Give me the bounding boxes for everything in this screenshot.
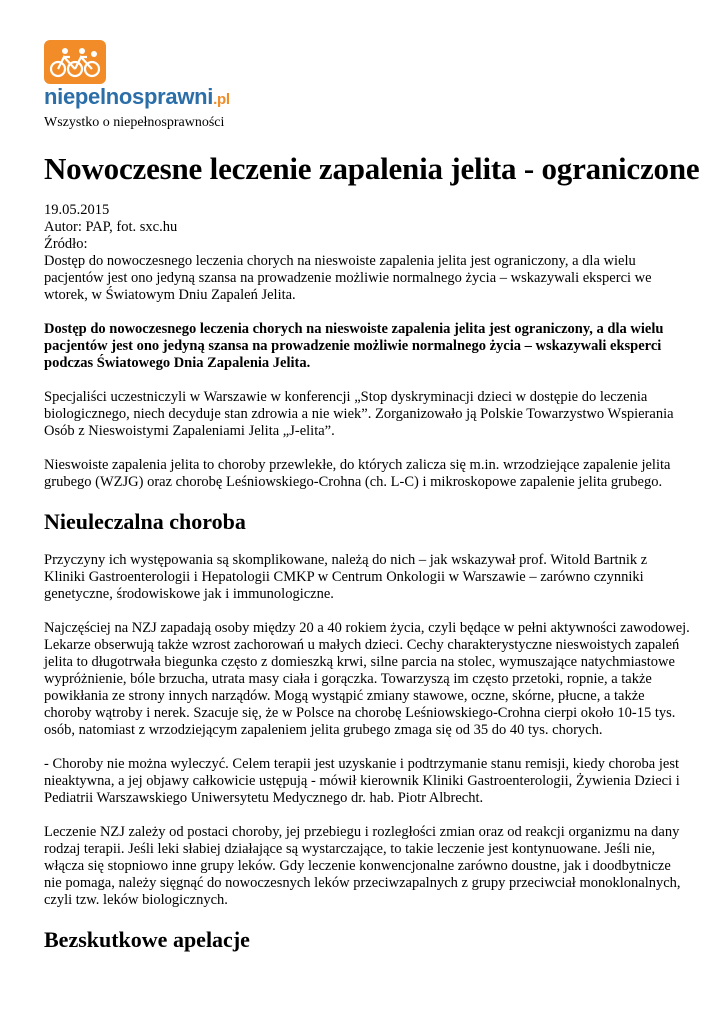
logo-name: niepelnosprawni [44,84,214,109]
article-lead: Dostęp do nowoczesnego leczenia chorych na nieswoiste zapalenia jelita jest ograniczony, a dla wielu pacjentów jest ono jedyną szansa na prowadzenie możliwie normalnego życia – wskazywali eksperci we wtorek, w Światowym Dniu Zapaleń Jelita. [44,253,652,303]
article-source: Źródło: [44,236,88,252]
paragraph: Specjaliści uczestniczyli w Warszawie w konferencji „Stop dyskryminacji dzieci w dostępie do leczenia biologicznego, niech decyduje stan zdrowia a nie wiek”. Zorganizowało ją Polskie Towarzystwo Wspierania Osób z Nieswoistymi Zapaleniami Jelita „J-elita”. [44,389,674,439]
article-title: Nowoczesne leczenie zapalenia jelita - ograniczone [44,151,700,186]
article-date: 19.05.2015 [44,202,110,218]
paragraph: Leczenie NZJ zależy od postaci choroby, jej przebiegu i rozległości zmian oraz od reakcji organizmu na dany rodzaj terapii. Jeśli leki słabiej działające są wystarczające, to takie leczenie jest kontynuowane. Jeśli nie, włącza się stopniowo inne grupy leków. Gdy leczenie konwencjonalne zarówno doustne, jak i doodbytnicze nie pomaga, należy sięgnąć do nowoczesnych leków przeciwzapalnych z grupy przeciwciał monoklonalnych, czyli tzw. leków biologicznych. [44,824,681,908]
section-heading: Nieuleczalna choroba [44,509,246,534]
article-bold-intro: Dostęp do nowoczesnego leczenia chorych na nieswoiste zapalenia jelita jest ograniczony, a dla wielu pacjentów jest ono jedyną szansa na prowadzenie możliwie normalnego życia – wskazywali eksperci podczas Światowego Dnia Zapalenia Jelita. [44,321,664,371]
article-meta [44,202,690,253]
site-logo[interactable] [44,40,254,118]
logo-tld: .pl [213,91,230,108]
wheelchair-icon [44,40,106,84]
paragraph: Nieswoiste zapalenia jelita to choroby przewlekłe, do których zalicza się m.in. wrzodziejące zapalenie jelita grubego (WZJG) oraz chorobę Leśniowskiego-Crohna (ch. L-C) i mikroskopowe zapalenie jelita grubego. [44,457,671,490]
document-page [44,40,700,953]
paragraph: - Choroby nie można wyleczyć. Celem terapii jest uzyskanie i podtrzymanie stanu remisji, kiedy choroba jest nieaktywna, a jej objawy całkowicie ustępują - mówił kierownik Kliniki Gastroenterologii, Żywienia Dzieci i Pediatrii Warszawskiego Uniwersytetu Medycznego dr. hab. Piotr Albrecht. [44,756,680,806]
logo-wordmark [44,84,230,110]
section-heading: Bezskutkowe apelacje [44,927,250,952]
site-tagline: Wszystko o niepełnosprawności [44,115,225,130]
article-author: Autor: PAP, fot. sxc.hu [44,219,178,235]
paragraph: Przyczyny ich występowania są skomplikowane, należą do nich – jak wskazywał prof. Witold Bartnik z Kliniki Gastroenterologii i Hepatologii CMKP w Centrum Onkologii w Warszawie – zarówno czynniki genetyczne, środowiskowe jak i immunologiczne. [44,552,648,602]
paragraph: Najczęściej na NZJ zapadają osoby między 20 a 40 rokiem życia, czyli będące w pełni aktywności zawodowej. Lekarze obserwują także wzrost zachorowań u małych dzieci. Cechy charakterystyczne nieswoistych zapaleń jelita to długotrwała biegunka często z domieszką krwi, silne parcia na stolec, wymuszające natychmiastowe wypróżnienie, bóle brzucha, utrata masy ciała i gorączka. Towarzyszą im często przetoki, ropnie, a także powikłania ze strony innych narządów. Mogą wystąpić zmiany stawowe, oczne, skórne, płucne, a także choroby wątroby i nerek. Szacuje się, że w Polsce na chorobę Leśniowskiego-Crohna cierpi około 10-15 tys. osób, natomiast z wrzodziejącym zapaleniem jelita grubego zmaga się od 35 do 40 tys. chorych. [44,620,690,738]
